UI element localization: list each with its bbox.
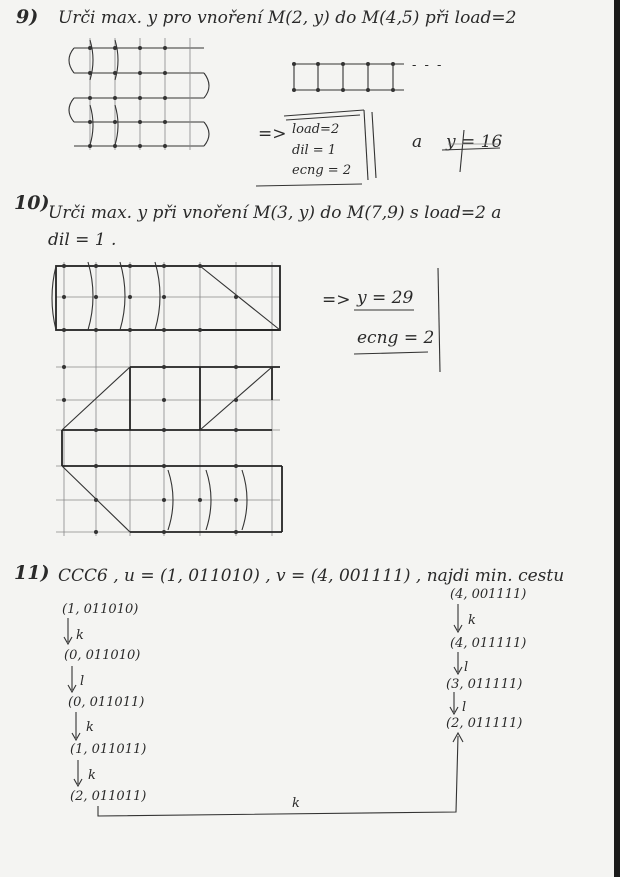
problem-9-number: 9) [16,6,39,28]
problem-9-result-frame [256,110,503,186]
right-path-node-3: (3, 011111) [446,677,523,692]
problem-10-statement-line2: dil = 1 . [48,230,117,250]
problem-10-statement-line1: Urči max. y při vnoření M(3, y) do M(7,9) s load=2 a [48,203,502,223]
left-path-node-2: (0, 011010) [64,648,141,663]
left-path-node-5: (2, 011011) [70,789,147,804]
right-path-node-2: (4, 011111) [450,636,527,651]
right-edge-2: l [464,660,469,675]
problem-9-arrow: => [258,124,287,144]
problem-10-y: y = 29 [357,288,414,308]
problem-9-dil: dil = 1 [292,143,337,158]
problem-10-arrow: => [322,290,351,310]
problem-9-conclusion: y = 16 [446,132,503,152]
left-edge-4: k [88,768,96,783]
problem-11-statement: CCC6 , u = (1, 011010) , v = (4, 001111) , najdi min. cestu [58,566,565,586]
problem-9-ecng: ecng = 2 [292,163,352,178]
problem-9-mesh [69,38,209,150]
problem-9-statement: Urči max. y pro vnoření M(2, y) do M(4,5) při load=2 [58,8,517,28]
bottom-edge-label: k [292,796,300,811]
right-edge-1: k [468,613,476,628]
problem-10-ecng: ecng = 2 [357,328,435,348]
left-edge-1: k [76,628,84,643]
left-path-node-3: (0, 011011) [68,695,145,710]
problem-9-conclusion-prefix: a [412,132,423,152]
right-edge-3: l [462,700,467,715]
problem-11-path-arrows [64,604,463,816]
left-edge-2: l [80,674,85,689]
problem-9-ladder [292,62,404,92]
problem-11-number: 11) [14,562,50,584]
problem-10-result-frame [354,268,440,372]
left-path-node-4: (1, 011011) [70,742,147,757]
problem-10-mesh [52,262,282,536]
left-edge-3: k [86,720,94,735]
problem-9-ellipsis: - - - [412,58,444,73]
right-path-node-1: (4, 001111) [450,587,527,602]
problem-9-load: load=2 [292,122,340,137]
right-path-node-4: (2, 011111) [446,716,523,731]
left-path-node-1: (1, 011010) [62,602,139,617]
problem-10-number: 10) [14,192,50,214]
